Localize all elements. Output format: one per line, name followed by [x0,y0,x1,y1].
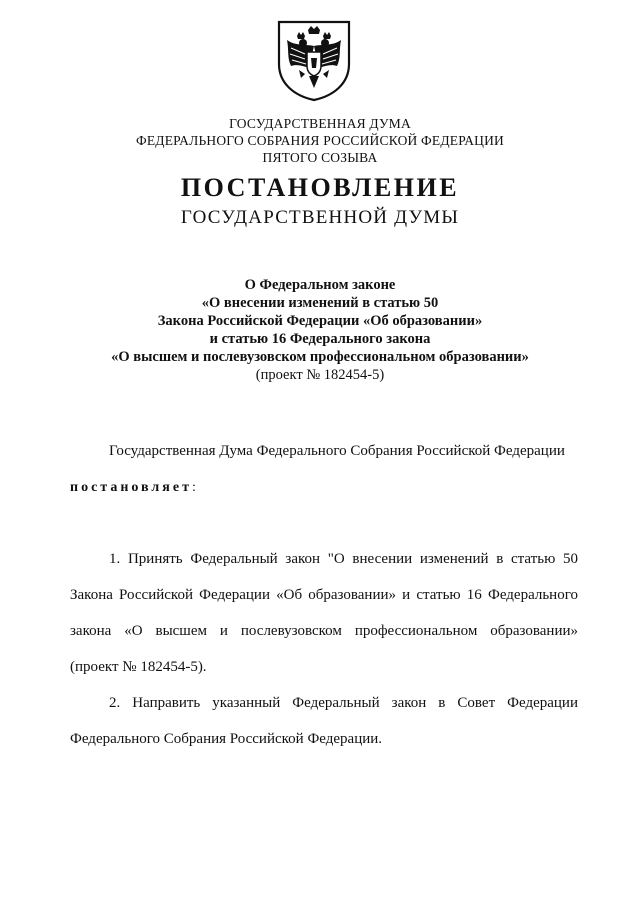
item-1-line-3: закона «О высшем и послевузовском профессиональном образовании» [70,623,578,639]
item-1-line-4: (проект № 182454-5). [70,659,207,675]
item-2-line-1: 2. Направить указанный Федеральный закон в Совет Федерации [109,695,578,711]
subject-line-5: «О высшем и послевузовском профессиональном образовании» [111,349,529,365]
resolves-word: постановляет [70,480,192,495]
header-line-convocation: ПЯТОГО СОЗЫВА [262,150,378,165]
header-line-assembly: ФЕДЕРАЛЬНОГО СОБРАНИЯ РОССИЙСКОЙ ФЕДЕРАЦИИ [136,133,504,148]
intro-text: Государственная Дума Федерального Собрания Российской Федерации [109,443,565,459]
resolves-colon: : [191,480,196,495]
subject-line-2: «О внесении изменений в статью 50 [201,295,439,311]
subject-line-1: О Федеральном законе [244,277,396,293]
item-1-line-1: 1. Принять Федеральный закон "О внесении изменений в статью 50 [109,551,578,567]
resolves-line [70,480,196,496]
item-1-line-2: Закона Российской Федерации «Об образовании» и статью 16 Федерального [70,587,578,603]
subject-line-project-number: (проект № 182454-5) [255,367,385,383]
coat-of-arms-emblem [275,18,353,102]
item-2-line-2: Федерального Собрания Российской Федерации. [70,731,383,747]
header-line-duma: ГОСУДАРСТВЕННАЯ ДУМА [229,116,411,131]
subject-line-3: Закона Российской Федерации «Об образовании» [157,313,483,329]
document-title: ПОСТАНОВЛЕНИЕ [180,173,460,202]
document-subtitle: ГОСУДАРСТВЕННОЙ ДУМЫ [180,207,460,228]
subject-line-4: и статью 16 Федерального закона [209,331,431,347]
